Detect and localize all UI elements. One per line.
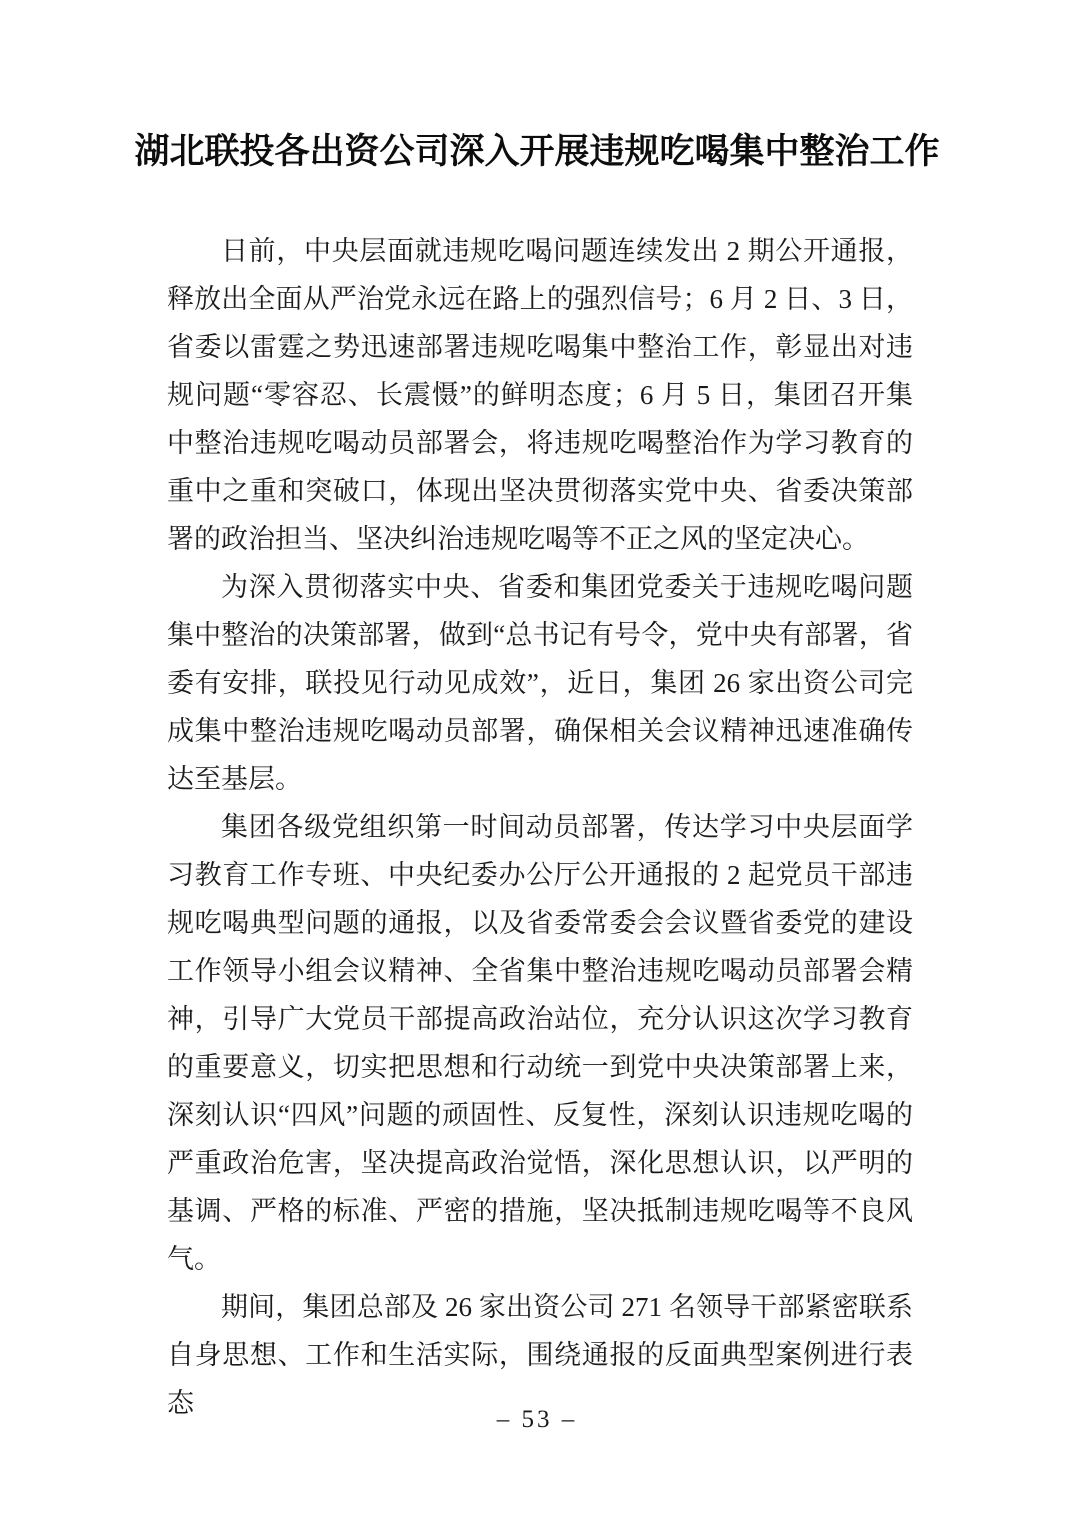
page-number: – 53 – — [496, 1406, 578, 1433]
paragraph: 期间，集团总部及 26 家出资公司 271 名领导干部紧密联系自身思想、工作和生活实际，围绕通报的反面典型案例进行表态 — [167, 1292, 913, 1419]
paragraph: 集团各级党组织第一时间动员部署，传达学习中央层面学习教育工作专班、中央纪委办公厅公开通报的 2 起党员干部违规吃喝典型问题的通报，以及省委常委会会议暨省委党的建设工作领导小组会议精神、全省集中整治违规吃喝动员部署会精神，引导广大党员干部提高政治站位，充分认识这次学习教育的重要意义，切实把思想和行动统一到党中央决策部署上来，深刻认识“四风”问题的顽固性、反复性，深刻认识违规吃喝的严重政治危害，坚决提高政治觉悟，深化思想认识，以严明的基调、严格的标准、严密的措施，坚决抵制违规吃喝等不良风气。 — [167, 812, 913, 1275]
document-body — [167, 227, 913, 1427]
paragraph: 为深入贯彻落实中央、省委和集团党委关于违规吃喝问题集中整治的决策部署，做到“总书记有号令，党中央有部署，省委有安排，联投见行动见成效”，近日，集团 26 家出资公司完成集中整治违规吃喝动员部署，确保相关会议精神迅速准确传达至基层。 — [167, 572, 913, 795]
document-title: 湖北联投各出资公司深入开展违规吃喝集中整治工作 — [134, 132, 940, 171]
paragraph: 日前，中央层面就违规吃喝问题连续发出 2 期公开通报，释放出全面从严治党永远在路上的强烈信号；6 月 2 日、3 日，省委以雷霆之势迅速部署违规吃喝集中整治工作，彰显出对违规问题“零容忍、长震慑”的鲜明态度；6 月 5 日，集团召开集中整治违规吃喝动员部署会，将违规吃喝整治作为学习教育的重中之重和突破口，体现出坚决贯彻落实党中央、省委决策部署的政治担当、坚决纠治违规吃喝等不正之风的坚定决心。 — [167, 236, 913, 555]
